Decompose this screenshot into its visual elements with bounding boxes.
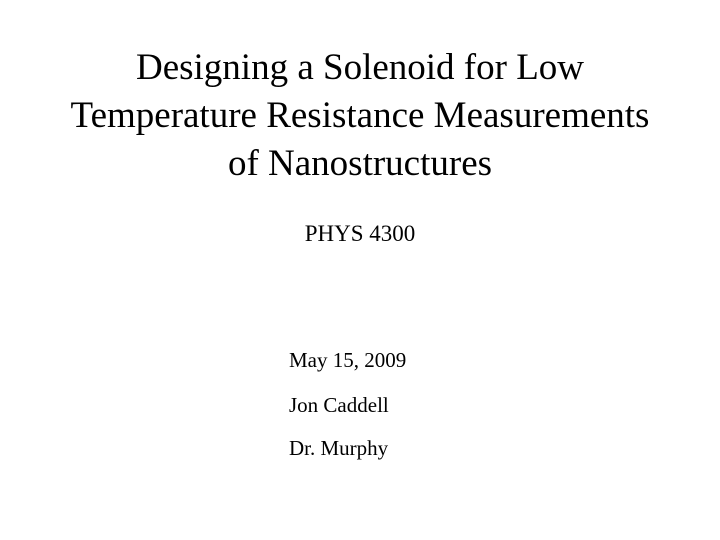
advisor-name: Dr. Murphy bbox=[289, 436, 389, 460]
title-line-1: Designing a Solenoid for Low bbox=[135, 47, 585, 88]
title-line-2: Temperature Resistance Measurements bbox=[70, 95, 650, 136]
course-code: PHYS 4300 bbox=[304, 221, 416, 246]
presentation-date: May 15, 2009 bbox=[289, 348, 407, 372]
title-line-3: of Nanostructures bbox=[227, 143, 493, 184]
slide-title bbox=[0, 44, 720, 188]
author-name: Jon Caddell bbox=[289, 393, 389, 417]
